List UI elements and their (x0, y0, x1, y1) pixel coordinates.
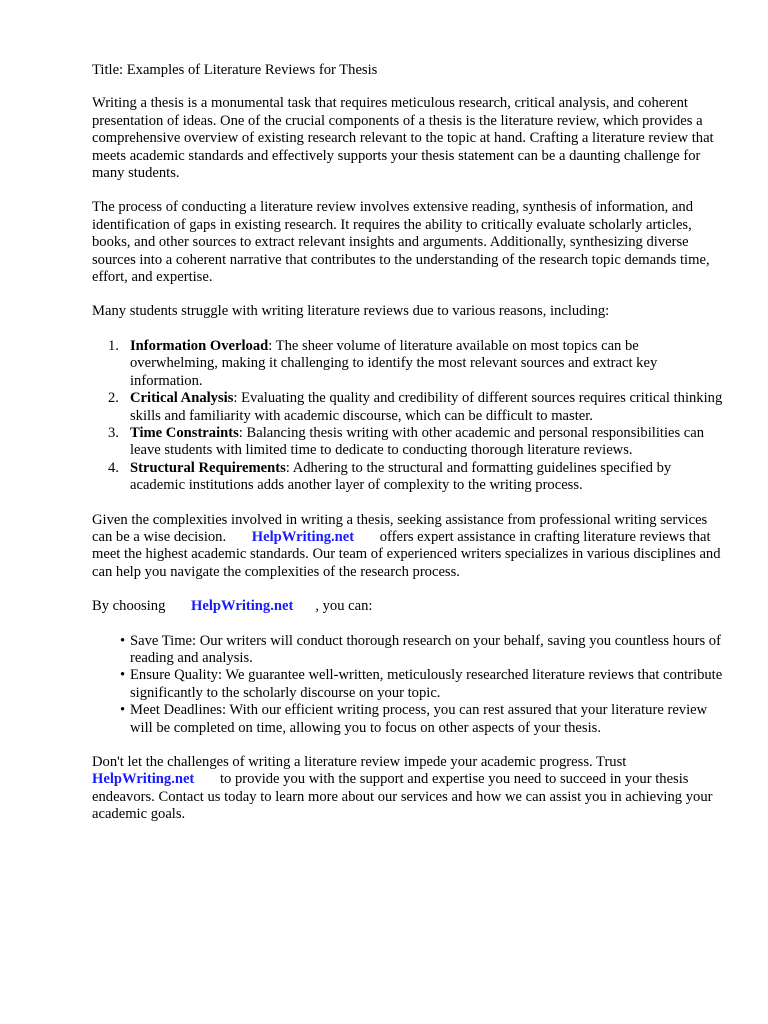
reason-text: : Evaluating the quality and credibility of different sources requires critical thinking skills and familiarity with academic discourse, which can be difficult to master. (130, 390, 723, 424)
reason-item (108, 390, 728, 425)
reason-text: : Adhering to the structural and formatting guidelines specified by academic institutions adds another layer of complexity to the writing process. (130, 459, 672, 494)
benefit-item (120, 632, 728, 668)
bullet-icon: • (120, 702, 126, 719)
benefit-text: Meet Deadlines: With our efficient writing process, you can rest assured that your literature review will be completed on time, allowing you to focus on other aspects of your thesis. (130, 702, 708, 736)
reason-number: 1. (108, 337, 119, 354)
helpwriting-link[interactable]: HelpWriting.net (92, 771, 195, 788)
reasons-list (92, 338, 728, 495)
document-title: Title: Examples of Literature Reviews for Thesis (92, 62, 378, 78)
reason-item (108, 337, 728, 390)
reason-term: Time Constraints (130, 424, 239, 441)
reason-term: Structural Requirements (130, 459, 286, 476)
assist-text-after: offers expert assistance in crafting literature reviews that meet the highest academic standards. Our team of experienced writers specializes in various disciplines and can help you navigate the complexities of the research process. (92, 528, 721, 580)
benefit-item (120, 702, 728, 737)
bullet-icon: • (120, 667, 126, 684)
benefit-text: Ensure Quality: We guarantee well-written, meticulously researched literature reviews that contribute significantly to the scholarly discourse on your topic. (130, 667, 723, 701)
benefits-list (92, 633, 728, 737)
closing-paragraph (92, 754, 728, 824)
reason-number: 4. (108, 459, 119, 476)
reason-text: : The sheer volume of literature available on most topics can be overwhelming, making it challenging to identify the most relevant sources and extract key information. (130, 337, 658, 389)
intro-paragraph: Writing a thesis is a monumental task that requires meticulous research, critical analysis, and coherent presentation of ideas. One of the crucial components of a thesis is the literature review, which provides a comprehensive overview of existing research relevant to the topic at hand. Crafting a literature review that meets academic standards and effectively supports your thesis statement can be a daunting challenge for many students. (92, 95, 714, 182)
bullet-icon: • (120, 632, 126, 649)
choosing-text-after: , you can: (315, 598, 373, 615)
helpwriting-link[interactable]: HelpWriting.net (191, 598, 294, 615)
choosing-text-before: By choosing (92, 598, 166, 615)
choosing-paragraph (92, 598, 728, 615)
process-paragraph: The process of conducting a literature review involves extensive reading, synthesis of information, and identification of gaps in existing research. It requires the ability to critically evaluate scholarly articles, books, and other sources to extract relevant insights and arguments. Additionally, synthesizing diverse sources into a coherent narrative that contributes to the understanding of the research topic demands time, effort, and expertise. (92, 199, 710, 286)
assist-text-before: Given the complexities involved in writing a thesis, seeking assistance from professional writing services can be a wise decision. (92, 511, 708, 545)
closing-text-before: Don't let the challenges of writing a literature review impede your academic progress. Trust (92, 754, 627, 770)
struggle-intro-paragraph: Many students struggle with writing literature reviews due to various reasons, including: (92, 303, 610, 320)
reason-text: : Balancing thesis writing with other academic and personal responsibilities can leave students with limited time to dedicate to conducting thorough literature reviews. (130, 424, 705, 459)
reason-item (108, 459, 728, 495)
benefit-item (120, 667, 728, 702)
reason-term: Information Overload (130, 337, 269, 354)
reason-item (108, 424, 728, 460)
reason-number: 2. (108, 390, 119, 407)
assist-paragraph (92, 512, 728, 582)
benefit-text: Save Time: Our writers will conduct thorough research on your behalf, saving you countless hours of reading and analysis. (130, 632, 721, 666)
helpwriting-link[interactable]: HelpWriting.net (251, 528, 355, 545)
reason-number: 3. (108, 424, 119, 441)
closing-text-after: to provide you with the support and expertise you need to succeed in your thesis endeavors. Contact us today to learn more about our services and how we can assist you in achieving your academic goals. (92, 771, 713, 823)
reason-term: Critical Analysis (130, 390, 234, 407)
